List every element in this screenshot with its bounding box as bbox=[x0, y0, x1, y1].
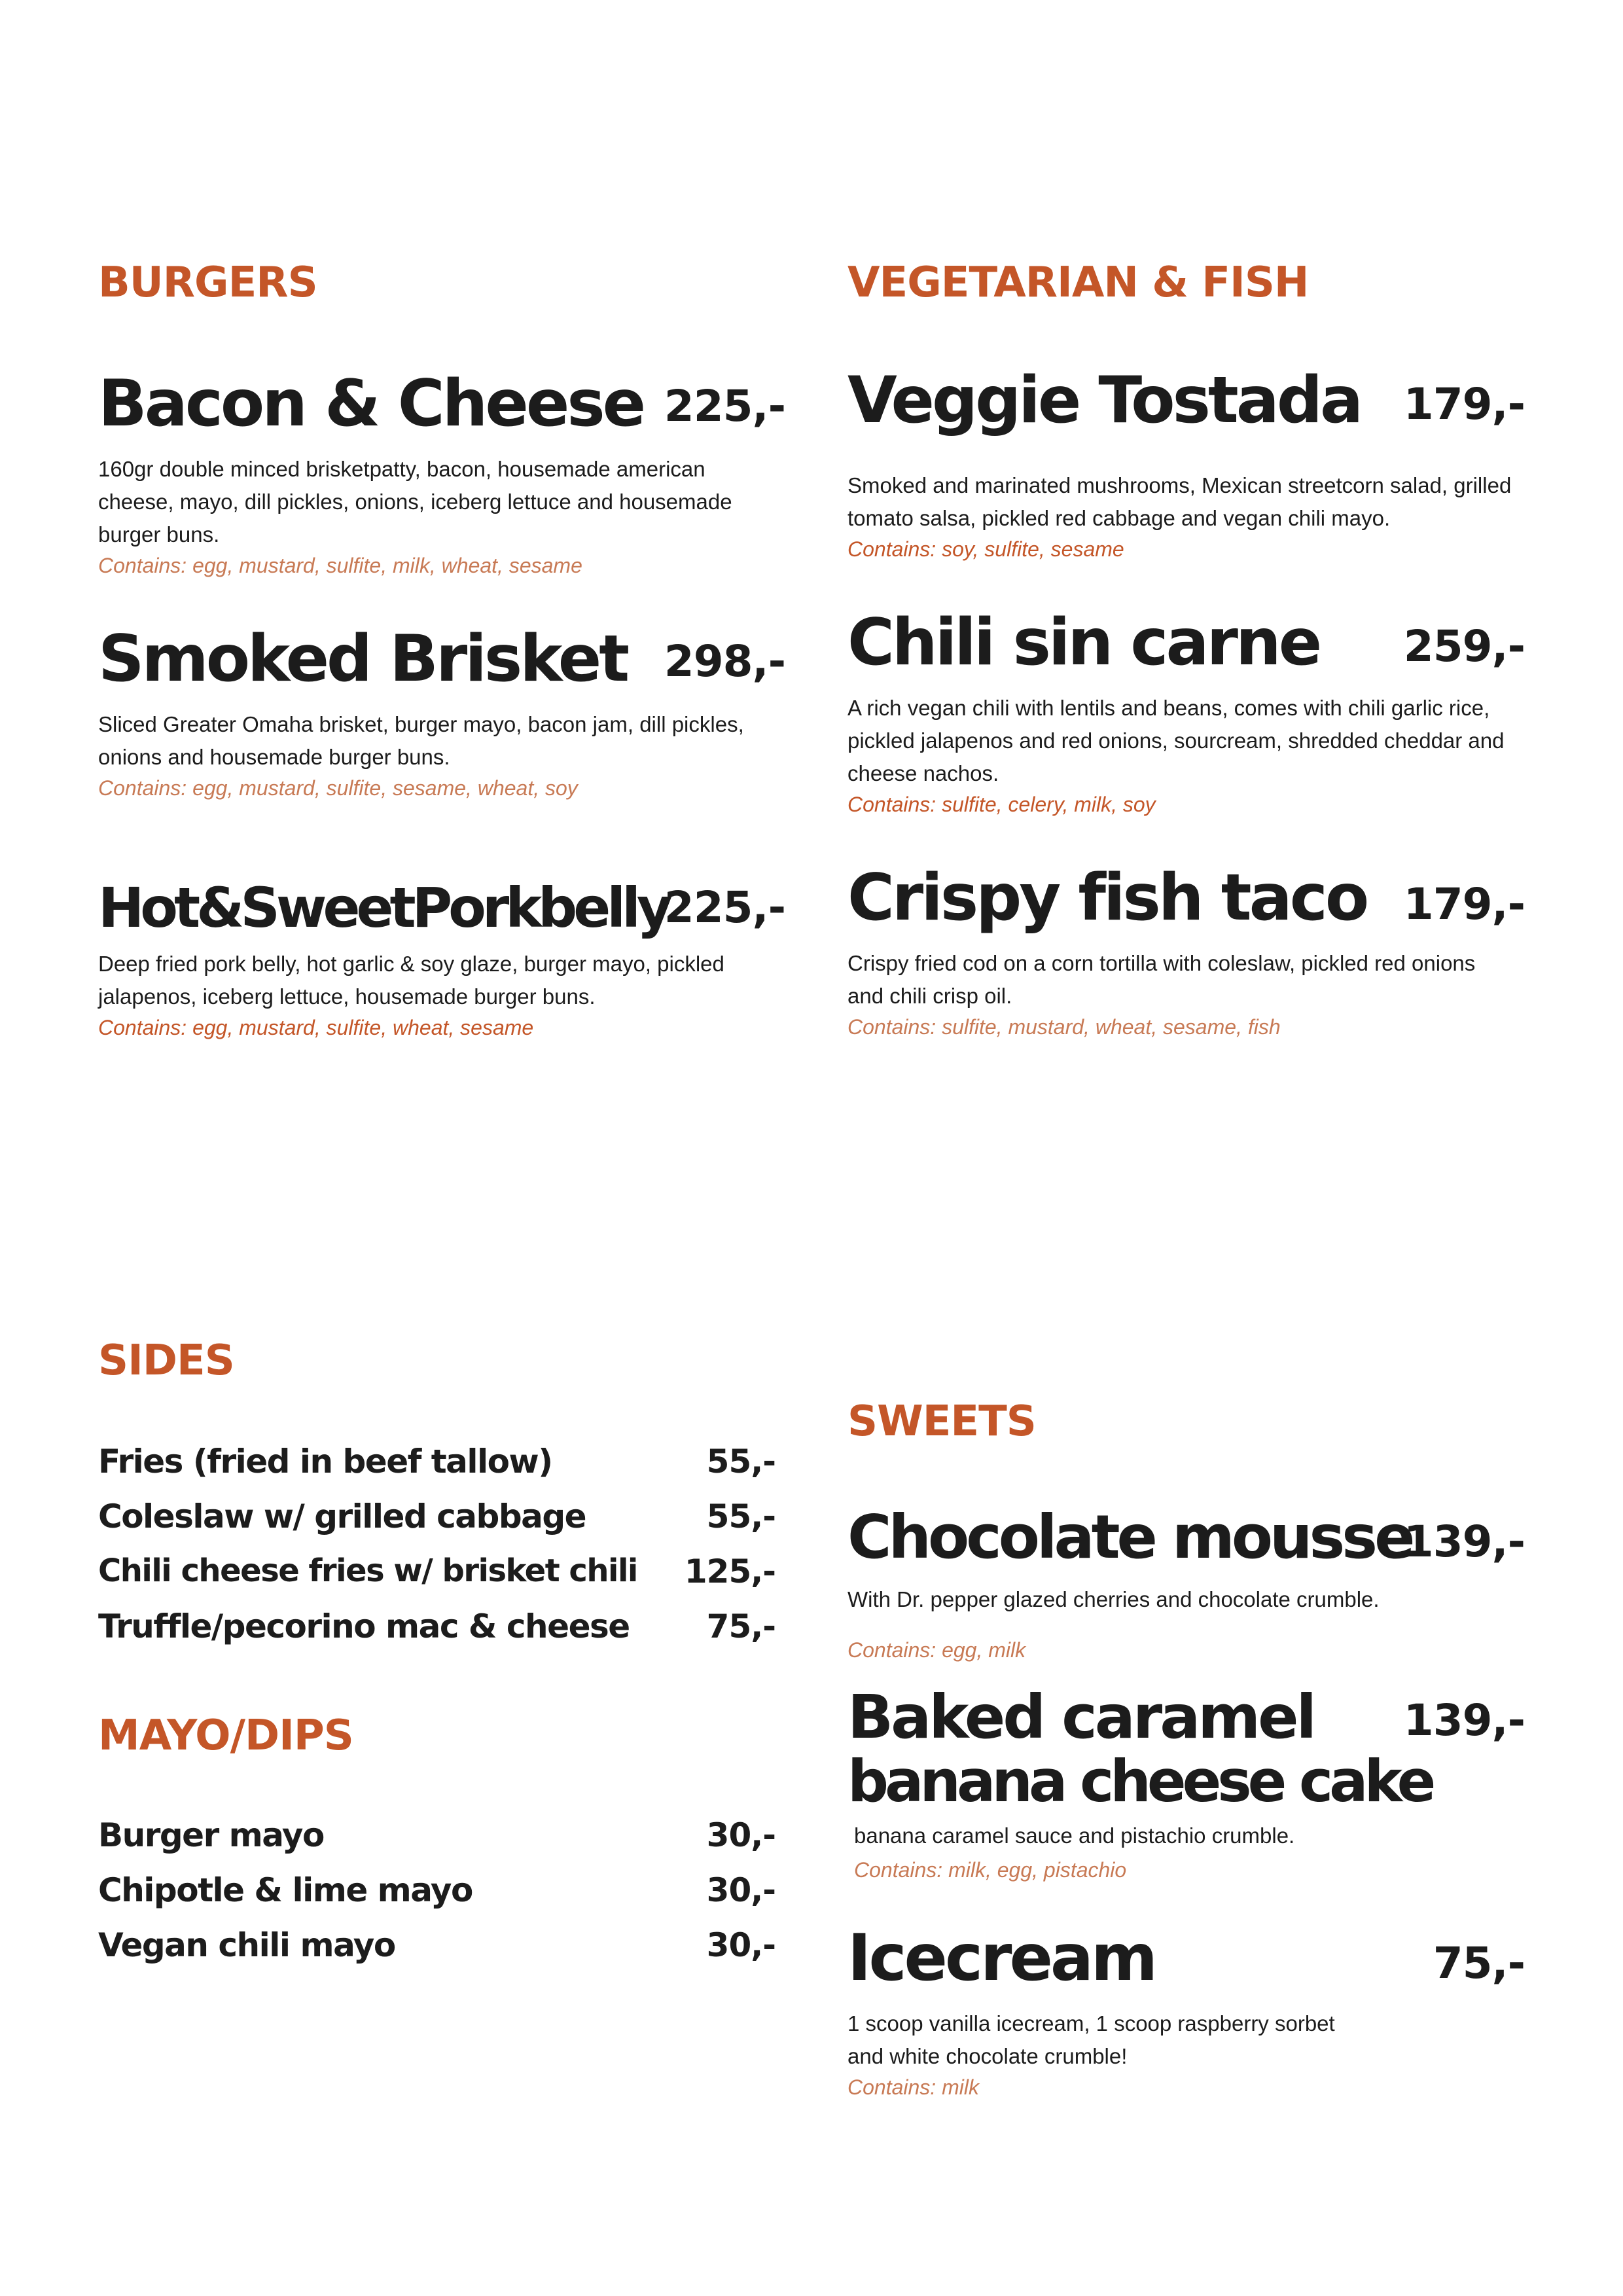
item-name: Chili sin carne bbox=[847, 605, 1320, 680]
item-allergens: Contains: milk, egg, pistachio bbox=[854, 1858, 1127, 1882]
item-price: 259,- bbox=[1403, 621, 1525, 672]
dip-item-price: 30,- bbox=[706, 1871, 776, 1909]
item-name-line-2: banana cheese cake bbox=[847, 1748, 1433, 1815]
item-price: 179,- bbox=[1403, 879, 1525, 929]
item-name: Hot&SweetPorkbelly bbox=[98, 876, 669, 940]
item-price: 139,- bbox=[1403, 1695, 1525, 1746]
dip-item-price: 30,- bbox=[706, 1926, 776, 1964]
item-price: 179,- bbox=[1403, 379, 1525, 429]
item-description: With Dr. pepper glazed cherries and chocolate crumble. bbox=[847, 1587, 1380, 1611]
item-name: Veggie Tostada bbox=[847, 363, 1361, 438]
sweets-section-title: SWEETS bbox=[847, 1397, 1036, 1446]
side-item-name: Coleslaw w/ grilled cabbage bbox=[98, 1498, 586, 1535]
item-price: 225,- bbox=[664, 381, 785, 431]
side-item-name: Chili cheese fries w/ brisket chili bbox=[98, 1552, 637, 1589]
item-description: Crispy fried cod on a corn tortilla with coleslaw, pickled red onions and chili crisp oil. bbox=[847, 951, 1476, 1008]
side-item bbox=[98, 1443, 776, 1482]
side-item-price: 55,- bbox=[706, 1443, 776, 1480]
side-item-price: 55,- bbox=[706, 1498, 776, 1535]
dip-item-price: 30,- bbox=[706, 1816, 776, 1854]
item-description: Sliced Greater Omaha brisket, burger mayo, bacon jam, dill pickles, onions and housemade burger buns. bbox=[98, 712, 744, 769]
item-allergens: Contains: egg, mustard, sulfite, wheat, sesame bbox=[98, 1016, 534, 1039]
item-price: 298,- bbox=[664, 636, 785, 687]
side-item-price: 125,- bbox=[684, 1552, 776, 1590]
item-name: Icecream bbox=[847, 1921, 1156, 1996]
item-allergens: Contains: egg, milk bbox=[847, 1638, 1026, 1662]
item-description: Smoked and marinated mushrooms, Mexican streetcorn salad, grilled tomato salsa, pickled red cabbage and vegan chili mayo. bbox=[847, 473, 1512, 530]
item-price: 75,- bbox=[1433, 1938, 1525, 1988]
dip-item-name: Chipotle & lime mayo bbox=[98, 1871, 473, 1909]
item-description: A rich vegan chili with lentils and beans, comes with chili garlic rice, pickled jalapenos and red onions, sourcream, shredded cheddar and cheese nachos. bbox=[847, 696, 1505, 785]
vegetarian-fish-section-title: VEGETARIAN & FISH bbox=[847, 259, 1309, 307]
side-item-name: Truffle/pecorino mac & cheese bbox=[98, 1607, 630, 1645]
dip-item bbox=[98, 1871, 776, 1910]
dip-item bbox=[98, 1926, 776, 1965]
item-name: Bacon & Cheese bbox=[98, 367, 644, 441]
item-description: banana caramel sauce and pistachio crumble. bbox=[854, 1823, 1295, 1848]
side-item-price: 75,- bbox=[706, 1607, 776, 1645]
sides-section-title: SIDES bbox=[98, 1336, 234, 1385]
dip-item bbox=[98, 1816, 776, 1856]
item-description: Deep fried pork belly, hot garlic & soy glaze, burger mayo, pickled jalapenos, iceberg lettuce, housemade burger buns. bbox=[98, 952, 724, 1009]
side-item bbox=[98, 1498, 776, 1537]
item-allergens: Contains: egg, mustard, sulfite, sesame, wheat, soy bbox=[98, 776, 578, 800]
item-allergens: Contains: sulfite, mustard, wheat, sesame, fish bbox=[847, 1015, 1281, 1039]
item-name: Smoked Brisket bbox=[98, 622, 628, 696]
item-name-line-1: Baked caramel bbox=[847, 1682, 1315, 1752]
dip-item-name: Burger mayo bbox=[98, 1816, 324, 1854]
item-allergens: Contains: egg, mustard, sulfite, milk, wheat, sesame bbox=[98, 554, 582, 577]
mayo-dips-section-title: MAYO/DIPS bbox=[98, 1712, 353, 1760]
item-allergens: Contains: sulfite, celery, milk, soy bbox=[847, 793, 1156, 816]
item-allergens: Contains: milk bbox=[847, 2075, 979, 2099]
dip-item-name: Vegan chili mayo bbox=[98, 1926, 395, 1964]
item-description: 160gr double minced brisketpatty, bacon, housemade american cheese, mayo, dill pickles, onions, iceberg lettuce and housemade burger buns. bbox=[98, 457, 732, 547]
item-price: 139,- bbox=[1403, 1516, 1525, 1567]
item-price: 225,- bbox=[664, 882, 785, 933]
side-item bbox=[98, 1552, 776, 1592]
burgers-section-title: BURGERS bbox=[98, 259, 317, 307]
item-allergens: Contains: soy, sulfite, sesame bbox=[847, 537, 1124, 561]
side-item bbox=[98, 1607, 776, 1647]
item-name: Chocolate mousse bbox=[847, 1502, 1412, 1572]
item-description: 1 scoop vanilla icecream, 1 scoop raspberry sorbet and white chocolate crumble! bbox=[847, 2011, 1335, 2068]
side-item-name: Fries (fried in beef tallow) bbox=[98, 1443, 552, 1480]
item-name: Crispy fish taco bbox=[847, 861, 1367, 935]
